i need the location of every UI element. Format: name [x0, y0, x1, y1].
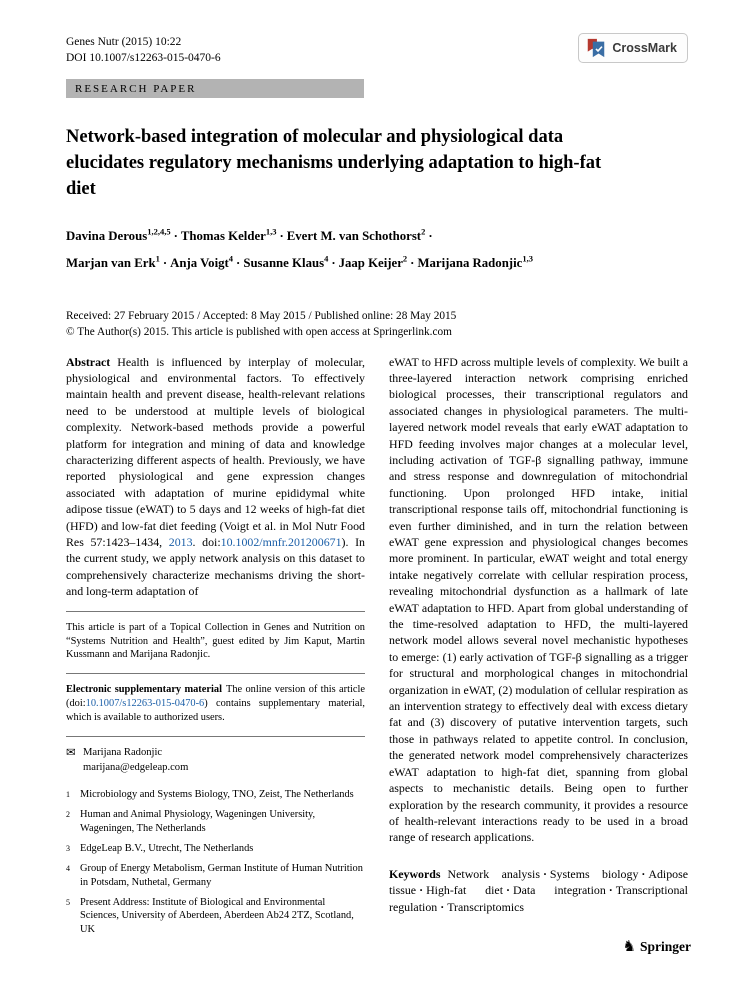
keyword: Transcriptomics — [447, 899, 525, 914]
author-list — [66, 221, 686, 274]
affiliation — [66, 788, 365, 802]
affiliation-list — [66, 788, 365, 937]
publication-dates — [66, 308, 688, 340]
keyword: High-fat diet — [426, 883, 504, 898]
author-affiliation-sup: 2 — [421, 227, 426, 237]
author: Marijana Radonjic$^{1,3}$ — [417, 253, 533, 270]
keyword-separator: · — [608, 883, 613, 898]
springer-knight-icon: ♞ — [622, 939, 636, 955]
author: Evert M. van Schothorst$^2$ — [286, 227, 426, 244]
affiliation-text: Group of Energy Metabolism, German Institute of Human Nutrition in Potsdam, Nuthetal, Germany — [80, 862, 363, 888]
divider — [66, 673, 365, 674]
keyword: Network analysis — [447, 866, 540, 881]
author-separator: · — [428, 229, 433, 244]
author: Davina Derous$^{1,2,4,5}$ — [66, 227, 171, 244]
crossmark-bookmark-icon — [585, 37, 607, 59]
affiliation-number: 3 — [66, 843, 70, 853]
copyright-line: © The Author(s) 2015. This article is published with open access at Springerlink.com — [66, 325, 452, 338]
corresponding-author-email[interactable]: marijana@edgeleap.com — [83, 761, 189, 773]
affiliation-text: Present Address: Institute of Biological and Environmental Sciences, University of Aberdeen, Aberdeen Ab24 2TZ, Scotland, UK — [80, 896, 354, 936]
keyword: Adipose tissue — [389, 866, 689, 898]
affiliation — [66, 842, 365, 856]
author-affiliation-sup: 2 — [402, 253, 408, 264]
keywords-label: Keywords — [389, 866, 441, 881]
affiliation — [66, 808, 365, 836]
received-accepted-line: Received: 27 February 2015 / Accepted: 8 May 2015 / Published online: 28 May 2015 — [66, 309, 457, 322]
affiliation-text: Human and Animal Physiology, Wageningen University, Wageningen, The Netherlands — [80, 808, 316, 834]
esm-label: Electronic supplementary material — [66, 684, 222, 696]
correspondence-block — [66, 746, 365, 775]
affiliation-text: Microbiology and Systems Biology, TNO, Zeist, The Netherlands — [80, 789, 354, 801]
author: Marjan van Erk$^1$ — [66, 253, 160, 270]
esm-doi-link[interactable]: 10.1007/s12263-015-0470-6 — [85, 698, 205, 710]
author-separator: · — [162, 255, 168, 270]
keyword-separator: · — [641, 866, 646, 881]
reference-doi-link[interactable]: 10.1002/mnfr.201200671 — [220, 535, 342, 549]
keyword-separator: · — [542, 866, 547, 881]
esm-text: The online version of this article (doi: — [66, 684, 365, 710]
abstract-text: Health is influenced by interplay of molecular, physiological and environmental factors. To effectively maintain health and prevent disease, health-relevant relations need to be understood at multiple levels of biological complexity. Network-based methods provide a powerful platform for integration and mining of data and knowledge characterizing different aspects of health. Previously, we have reported physiological and gene expression changes associated with adaptation of murine epididymal white adipose tissue (eWAT) to 5 days and 12 weeks of high-fat diet (HFD) and low-fat diet feeding (Voigt et al. in Mol Nutr Food Res 57:1423–1434, — [66, 354, 365, 549]
keyword: Data integration — [512, 883, 606, 898]
doi-line: DOI 10.1007/s12263-015-0470-6 — [66, 52, 221, 64]
author-separator: · — [173, 229, 178, 244]
abstract-text: . doi: — [192, 535, 221, 549]
envelope-icon: ✉ — [66, 747, 76, 760]
affiliation-number: 1 — [66, 790, 70, 800]
abstract-paragraph — [66, 354, 365, 600]
spacer — [66, 761, 83, 776]
author-separator: · — [410, 255, 415, 270]
author-affiliation-sup: 4 — [228, 253, 234, 264]
keyword-separator: · — [506, 883, 510, 898]
keyword-separator: · — [419, 883, 424, 898]
supplementary-material-note — [66, 683, 365, 725]
publisher-name: Springer — [639, 938, 691, 954]
crossmark-badge[interactable] — [578, 33, 688, 63]
affiliation-number: 5 — [66, 897, 70, 907]
divider — [66, 736, 365, 737]
left-column — [66, 354, 365, 938]
abstract-continuation: eWAT to HFD across multiple levels of complexity. We built a three-layered interaction network comprising enriched biological processes, their transcriptional regulators and associated changes in physiological parameters. The multi-layered network model reveals that early eWAT adaptation to HFD feeding involves major changes at a molecular level, including activation of TGF-β signalling pathway, immune and stress response and downregulation of mitochondrial functioning. Upon prolonged HFD intake, initial transcriptional response tails off, mitochondrial functioning is even further diminished, and in turn the relation between eWAT gene expression and physiological changes becomes more prominent. In particular, eWAT weight and total energy intake negatively correlate with cellular respiration process, revealing mitochondrial dysfunction as a hallmark of late eWAT adaptation to HFD. Apart from global understanding of the time-resolved adaptation to HFD, the multi-layered network model allows several novel mechanistic hypotheses to emerge: (1) early activation of TGF-β signalling as a trigger for structural and morphological changes in mitochondrial organization in eWAT, (2) modulation of cellular respiration as an intervention strategy to effectively deal with excess dietary fat and (3) discovery of putative intervention targets, such those in pathways related to appetite control. In conclusion, the generated network model comprehensively characterizes eWAT adaptation to high-fat diet, spanning from global aspects to mechanistic details. Being open to further exploration by the research community, it provides a resource of health-relevant interactions ready to be used in a broad range of research applications. — [389, 354, 688, 845]
author-affiliation-sup: 4 — [324, 253, 329, 264]
topical-collection-note: This article is part of a Topical Collection in Genes and Nutrition on “Systems Nutrition and Health”, guest edited by Jim Kaput, Martin Kussmann and Marijana Radonjic. — [66, 621, 365, 661]
page-header — [66, 34, 688, 66]
affiliation-number: 4 — [66, 863, 70, 873]
crossmark-label: CrossMark — [612, 41, 677, 55]
affiliation-text: EdgeLeap B.V., Utrecht, The Netherlands — [80, 842, 254, 854]
keywords-paragraph — [389, 866, 688, 915]
section-banner: RESEARCH PAPER — [66, 79, 364, 98]
author: Susanne Klaus$^4$ — [243, 253, 329, 270]
esm-text: ) contains supplementary material, which is available to authorized users. — [66, 698, 365, 724]
author-affiliation-sup: 1,3 — [522, 253, 533, 264]
abstract-label: Abstract — [66, 354, 111, 369]
affiliation — [66, 862, 365, 890]
author: Jaap Keijer$^2$ — [338, 253, 408, 270]
author: Anja Voigt$^4$ — [170, 253, 234, 270]
keyword: Transcriptional regulation — [389, 883, 688, 914]
right-column — [389, 354, 688, 938]
two-column-body — [66, 354, 688, 938]
divider — [66, 611, 365, 612]
author-separator: · — [236, 255, 241, 270]
citation-block — [66, 34, 221, 66]
keyword-separator: · — [440, 899, 445, 914]
author-affiliation-sup: 1,3 — [265, 227, 277, 237]
author-affiliation-sup: 1 — [155, 253, 160, 264]
keyword: Systems biology — [549, 866, 639, 881]
reference-year-link[interactable]: 2013 — [168, 535, 193, 549]
author: Thomas Kelder$^{1,3}$ — [180, 227, 277, 244]
affiliation-number: 2 — [66, 809, 70, 819]
article-title: Network-based integration of molecular and physiological data elucidates regulatory mechanisms underlying adaptation to high-fat diet — [66, 127, 602, 199]
corresponding-author-name: Marijana Radonjic — [83, 747, 163, 759]
springer-logo — [623, 937, 691, 956]
author-separator: · — [331, 255, 336, 270]
affiliation — [66, 896, 365, 938]
author-separator: · — [279, 229, 284, 244]
abstract-text: ). In the current study, we apply network analysis on this dataset to comprehensively characterize mechanisms driving the short- and long-term adaptation of — [66, 535, 365, 599]
journal-citation: Genes Nutr (2015) 10:22 — [66, 36, 182, 48]
author-affiliation-sup: 1,2,4,5 — [147, 227, 171, 237]
